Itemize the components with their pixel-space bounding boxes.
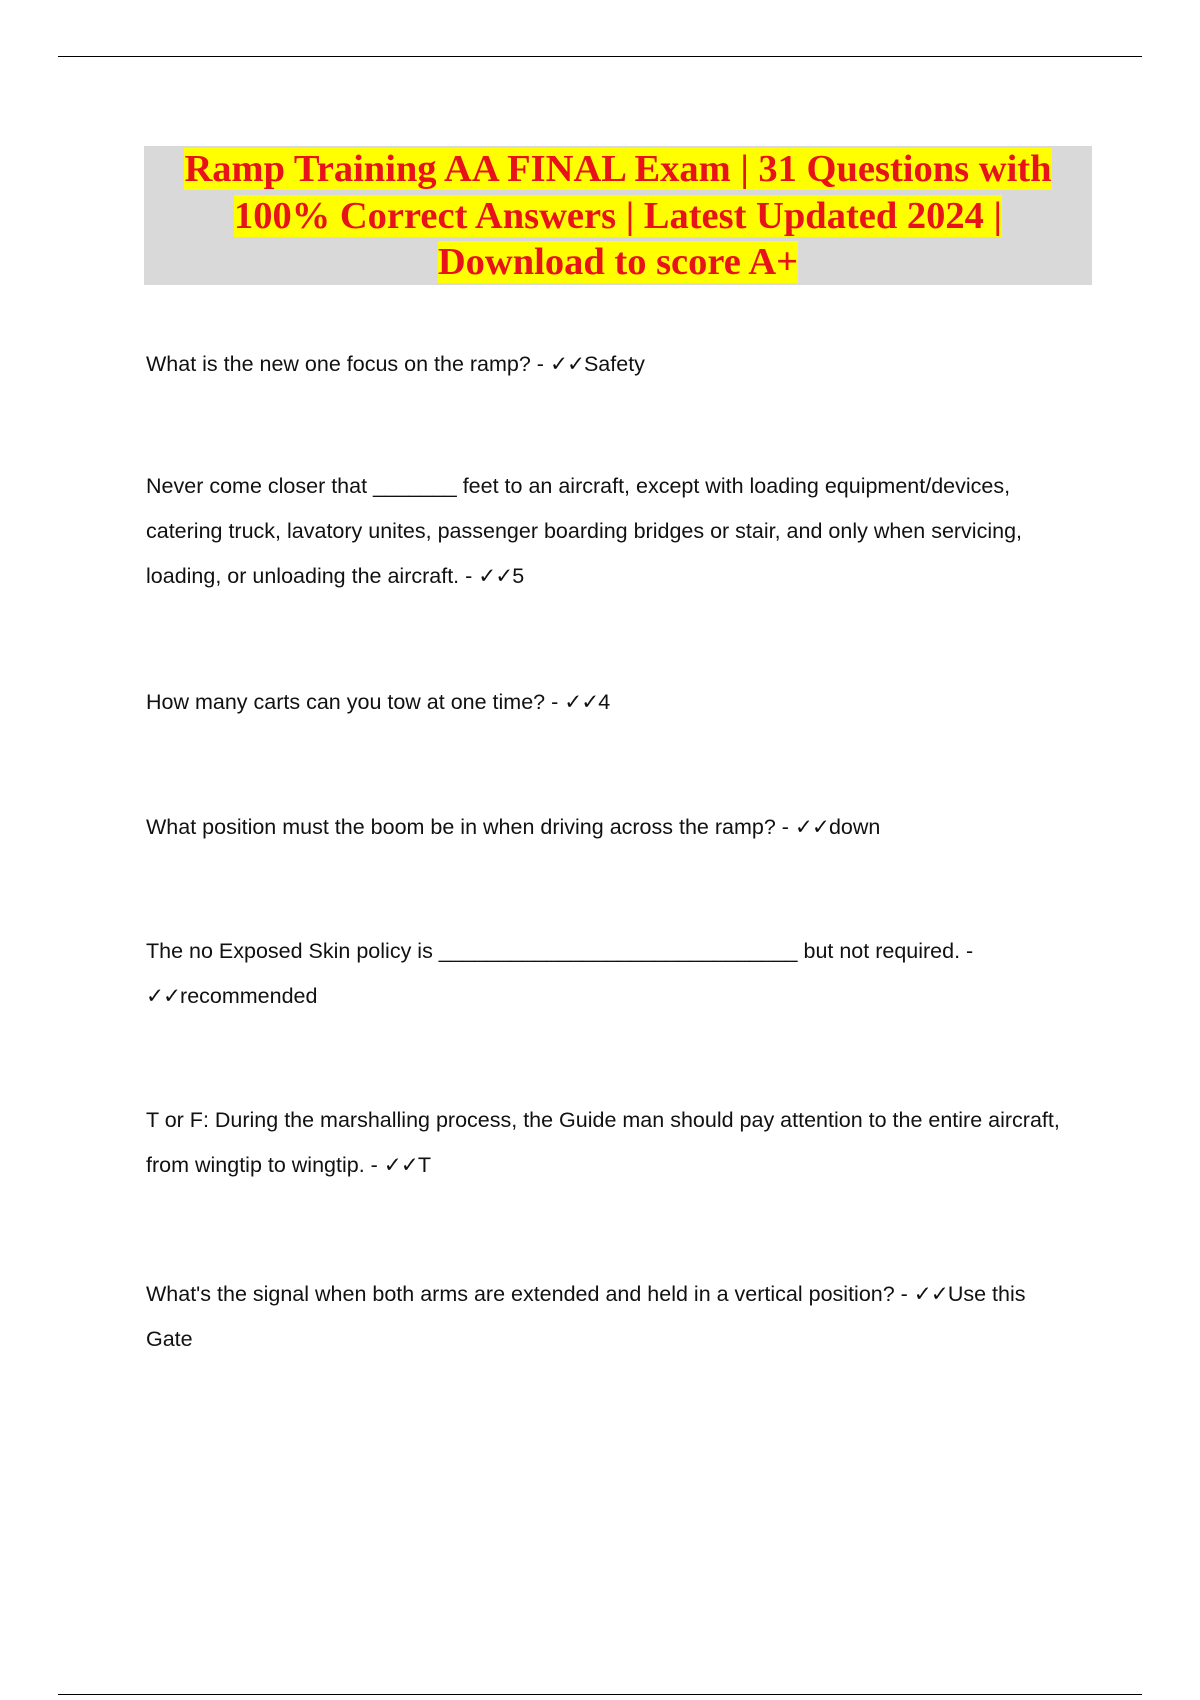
qa-item (146, 680, 1076, 725)
qa-item (146, 1098, 1076, 1188)
question-text: The no Exposed Skin policy is ______________________________ but not required. - (146, 939, 974, 963)
check-icon: ✓✓ (549, 352, 584, 376)
answer-text: 5 (512, 564, 525, 588)
question-text: What position must the boom be in when driving across the ramp? - (146, 815, 795, 839)
question-text: What is the new one focus on the ramp? - (146, 352, 550, 376)
check-icon: ✓✓ (146, 984, 181, 1008)
question-text: How many carts can you tow at one time? - (146, 690, 565, 714)
title-line-3: Download to score A+ (437, 241, 799, 283)
question-text: T or F: During the marshalling process, the Guide man should pay attention to the entire aircraft, from wingtip to wingtip. - (146, 1108, 1060, 1177)
answer-text: down (828, 815, 881, 839)
bottom-rule (58, 1694, 1142, 1695)
answer-text: Safety (583, 352, 645, 376)
check-icon: ✓✓ (913, 1282, 948, 1306)
answer-text: T (417, 1153, 431, 1177)
title-line-2: 100% Correct Answers | Latest Updated 2024 | (234, 194, 1002, 237)
check-icon: ✓✓ (478, 564, 513, 588)
qa-item (146, 805, 1076, 850)
answer-text: recommended (180, 984, 318, 1008)
title-banner (144, 146, 1092, 285)
top-rule (58, 56, 1142, 57)
qa-item (146, 342, 1076, 387)
document-title (144, 146, 1092, 286)
qa-item (146, 1272, 1076, 1362)
check-icon: ✓✓ (794, 815, 829, 839)
qa-item (146, 929, 1076, 1019)
question-text: Never come closer that _______ feet to an aircraft, except with loading equipment/devices, catering truck, lavatory unites, passenger boarding bridges or stair, and only when servicing, loading, or unloading the aircraft. - (146, 474, 1022, 588)
title-line-1: Ramp Training AA FINAL Exam | 31 Questions with (184, 148, 1052, 190)
answer-text: Use this Gate (146, 1282, 1026, 1351)
question-text: What's the signal when both arms are extended and held in a vertical position? - (146, 1282, 914, 1306)
check-icon: ✓✓ (383, 1153, 418, 1177)
check-icon: ✓✓ (564, 690, 599, 714)
qa-item (146, 464, 1076, 599)
answer-text: 4 (598, 690, 611, 714)
